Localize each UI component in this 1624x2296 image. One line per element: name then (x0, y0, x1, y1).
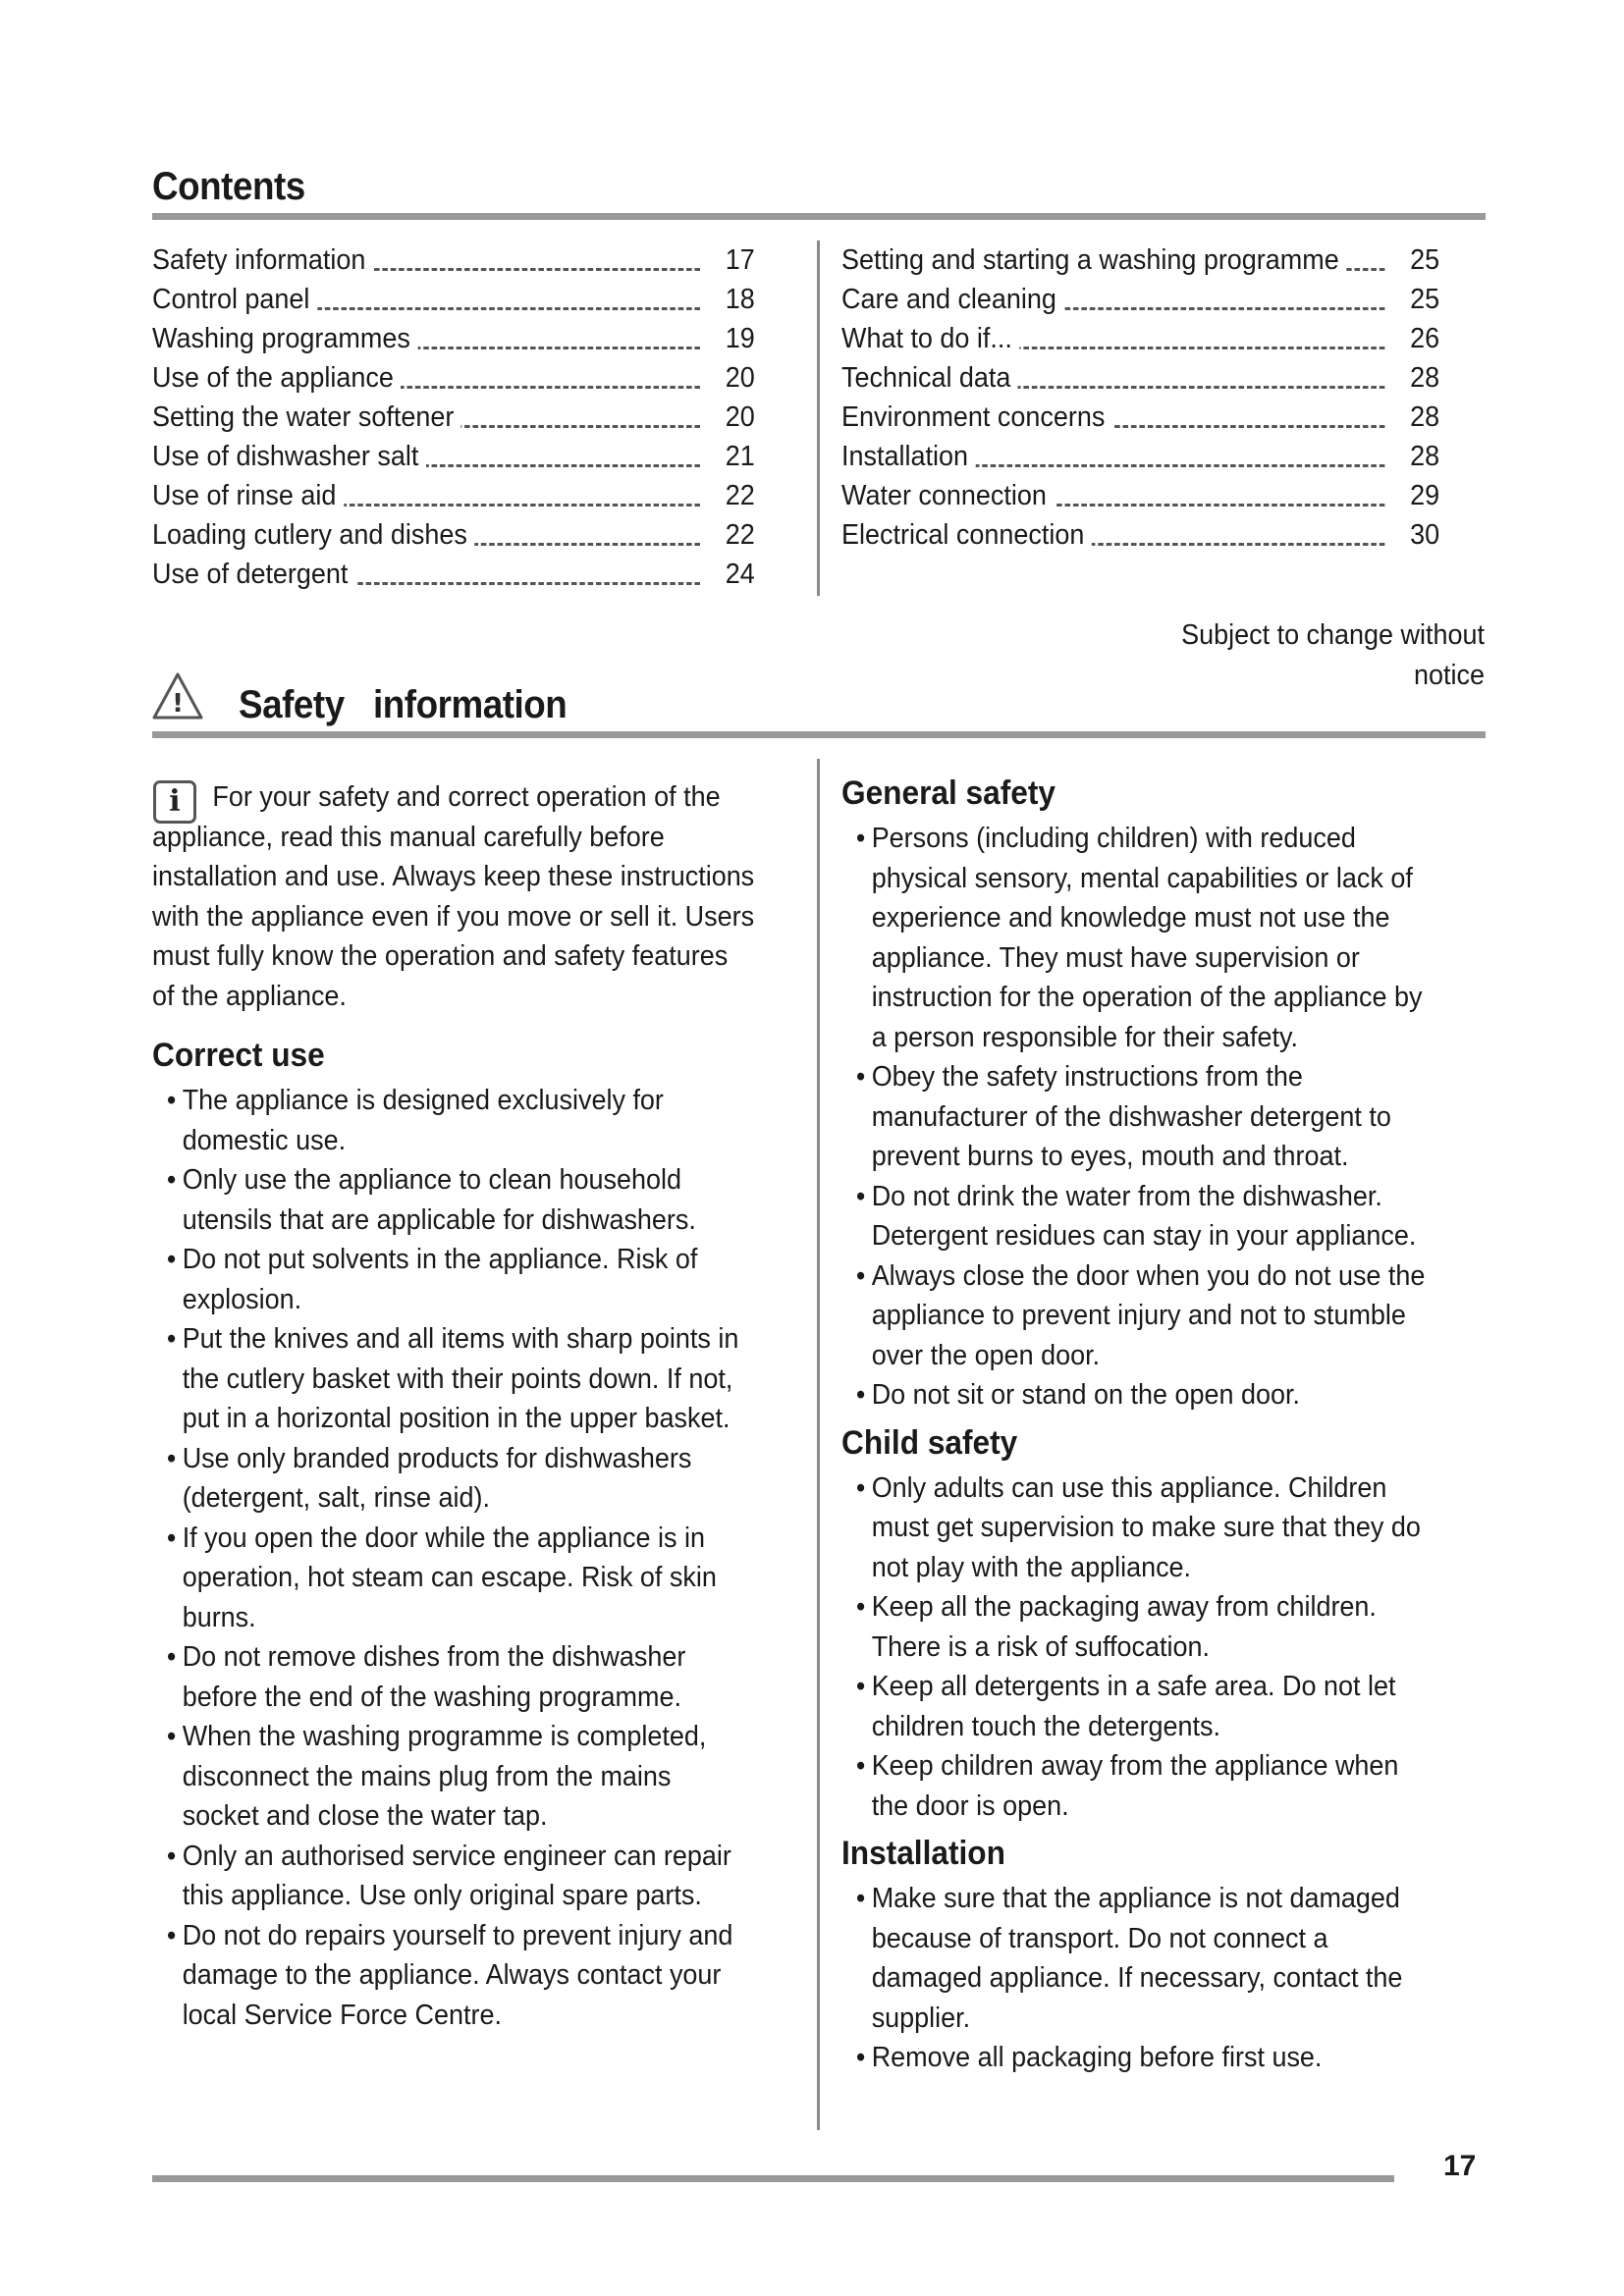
toc-page: 22 (718, 515, 754, 555)
toc-label: Washing programmes (152, 319, 417, 358)
installation-list (841, 1879, 1442, 2078)
toc-item[interactable] (841, 358, 1439, 398)
list-item: • The appliance is designed exclusively for domestic use. (152, 1081, 755, 1160)
child-safety-list (841, 1468, 1442, 1827)
list-item: • Do not do repairs yourself to prevent injury and damage to the appliance. Always contact your local Service Force Centre. (152, 1916, 755, 2036)
list-item: • Obey the safety instructions from the manufacturer of the dishwasher detergent to prevent burns to eyes, mouth and throat. (841, 1057, 1442, 1177)
toc-divider (817, 240, 820, 596)
toc-item[interactable] (152, 319, 755, 358)
toc-label: Installation (841, 437, 975, 476)
safety-rule (152, 731, 1486, 738)
list-item: • Do not put solvents in the appliance. Risk of explosion. (152, 1240, 755, 1319)
installation-heading: Installation (841, 1835, 1005, 1872)
toc-label: Use of detergent (152, 555, 355, 594)
list-item: • Do not sit or stand on the open door. (841, 1375, 1442, 1415)
child-safety-heading: Child safety (841, 1423, 1018, 1462)
list-item: • Only adults can use this appliance. Children must get supervision to make sure that they do not play with the appliance. (841, 1468, 1442, 1588)
toc-page: 25 (1403, 240, 1439, 280)
general-safety-list (841, 819, 1442, 1415)
safety-title: Safety information (239, 683, 568, 726)
warning-triangle-icon (151, 670, 204, 721)
toc-label: Setting the water softener (152, 398, 461, 437)
toc-label: Control panel (152, 280, 317, 319)
toc-label: Loading cutlery and dishes (152, 515, 474, 555)
list-item: • Only an authorised service engineer can repair this appliance. Use only original spare parts. (152, 1837, 755, 1916)
toc-page: 21 (718, 437, 754, 476)
list-item: • Do not drink the water from the dishwasher. Detergent residues can stay in your appliance. (841, 1177, 1442, 1256)
list-item: • Make sure that the appliance is not damaged because of transport. Do not connect a damaged appliance. If necessary, contact the supplier. (841, 1879, 1442, 2038)
toc-page: 30 (1403, 515, 1439, 555)
general-safety-heading: General safety (841, 774, 1056, 812)
list-item: • Remove all packaging before first use. (841, 2038, 1442, 2078)
toc-item[interactable] (152, 398, 755, 437)
contents-rule (152, 213, 1486, 220)
toc-page: 20 (718, 358, 754, 398)
toc-item[interactable] (841, 476, 1439, 515)
toc-item[interactable] (841, 515, 1439, 555)
column-divider (817, 759, 820, 2130)
info-icon: i (153, 780, 196, 824)
list-item: • Do not remove dishes from the dishwasher before the end of the washing programme. (152, 1637, 755, 1717)
contents-title: Contents (152, 165, 305, 208)
toc-page: 28 (1403, 398, 1439, 437)
toc-item[interactable] (152, 476, 755, 515)
list-item: • Always close the door when you do not use the appliance to prevent injury and not to stumble over the open door. (841, 1256, 1442, 1376)
toc-page: 24 (718, 555, 754, 594)
toc-page: 25 (1403, 280, 1439, 319)
toc-label: Setting and starting a washing programme (841, 240, 1346, 280)
list-item: • Persons (including children) with reduced physical sensory, mental capabilities or lack of experience and knowledge must not use the appliance. They must have supervision or instruction for the operation of the appliance by a person responsible for their safety. (841, 819, 1442, 1057)
correct-use-heading: Correct use (152, 1037, 325, 1074)
toc-page: 22 (718, 476, 754, 515)
toc-label: Safety information (152, 240, 373, 280)
toc-item[interactable] (152, 240, 755, 280)
list-item: • Keep children away from the appliance when the door is open. (841, 1746, 1442, 1826)
toc-label: Environment concerns (841, 398, 1112, 437)
list-item: • Use only branded products for dishwashers (detergent, salt, rinse aid). (152, 1439, 755, 1519)
toc-label: Use of the appliance (152, 358, 401, 398)
toc-label: What to do if... (841, 319, 1019, 358)
toc-item[interactable] (841, 280, 1439, 319)
toc-item[interactable] (152, 280, 755, 319)
toc-item[interactable] (152, 515, 755, 555)
list-item: • Only use the appliance to clean household utensils that are applicable for dishwashers. (152, 1160, 755, 1240)
toc-item[interactable] (152, 555, 755, 594)
toc-page: 17 (718, 240, 754, 280)
toc-page: 28 (1403, 358, 1439, 398)
safety-left-column (152, 777, 755, 2035)
toc-item[interactable] (841, 398, 1439, 437)
list-item: • Put the knives and all items with sharp points in the cutlery basket with their points down. If not, put in a horizontal position in the upper basket. (152, 1319, 755, 1439)
footer-rule (152, 2175, 1394, 2182)
toc-item[interactable] (841, 437, 1439, 476)
toc-label: Technical data (841, 358, 1018, 398)
toc-label: Water connection (841, 476, 1054, 515)
list-item: • If you open the door while the appliance is in operation, hot steam can escape. Risk of skin burns. (152, 1519, 755, 1638)
safety-right-column (841, 772, 1442, 2078)
toc-item[interactable] (841, 319, 1439, 358)
toc-item[interactable] (152, 437, 755, 476)
toc-page: 26 (1403, 319, 1439, 358)
toc-page: 18 (718, 280, 754, 319)
toc-page: 20 (718, 398, 754, 437)
toc-page: 29 (1403, 476, 1439, 515)
warning-mark: ! (172, 689, 184, 719)
toc-page: 19 (718, 319, 754, 358)
correct-use-list (152, 1081, 755, 2035)
toc-page: 28 (1403, 437, 1439, 476)
list-item: • Keep all the packaging away from children. There is a risk of suffocation. (841, 1587, 1442, 1667)
list-item: • When the washing programme is completed, disconnect the mains plug from the mains socket and close the water tap. (152, 1717, 755, 1837)
page-number: 17 (1443, 2150, 1477, 2182)
toc-label: Use of dishwasher salt (152, 437, 426, 476)
change-notice: Subject to change without notice (1181, 619, 1485, 691)
safety-intro: For your safety and correct operation of the appliance, read this manual carefully before installation and use. Always keep these instructions with the appliance even if you move or sell it. Users must fully know the operation and safety features of the appliance. (152, 781, 755, 1012)
list-item: • Keep all detergents in a safe area. Do not let children touch the detergents. (841, 1667, 1442, 1746)
toc-item[interactable] (152, 358, 755, 398)
toc-label: Care and cleaning (841, 280, 1063, 319)
toc-label: Use of rinse aid (152, 476, 344, 515)
toc-label: Electrical connection (841, 515, 1092, 555)
toc-item[interactable] (841, 240, 1439, 280)
